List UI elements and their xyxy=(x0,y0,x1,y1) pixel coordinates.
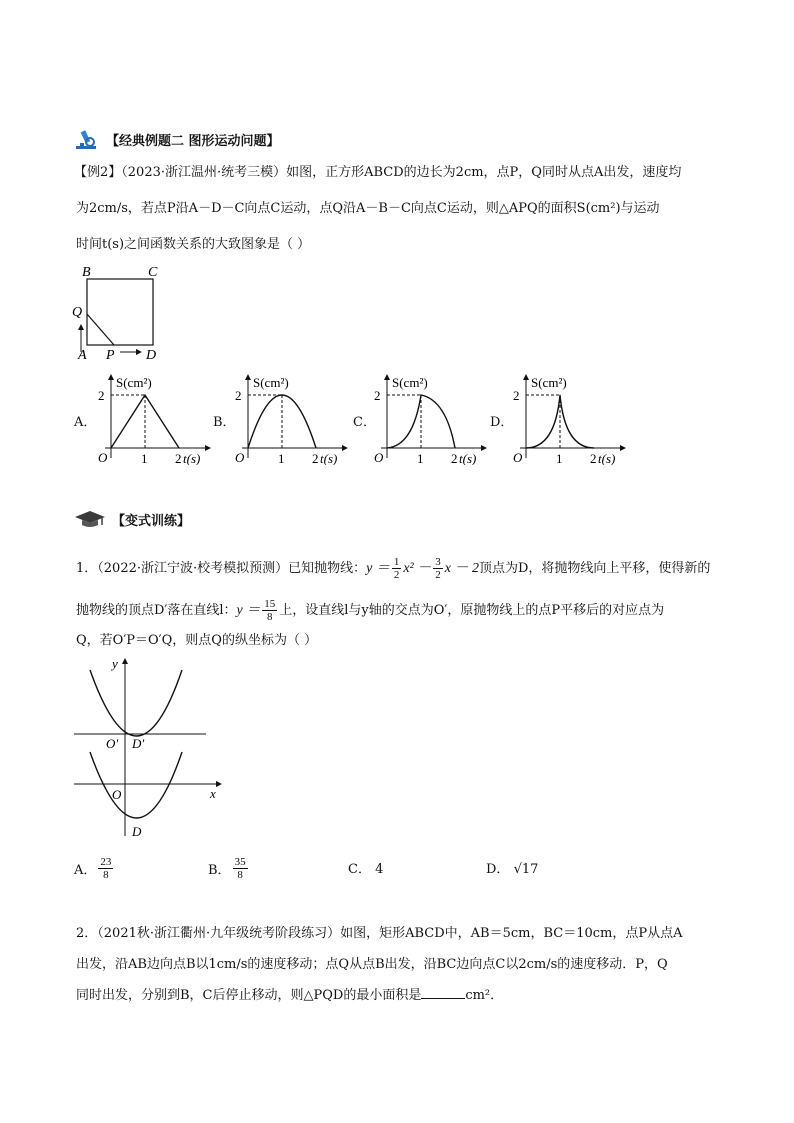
q2-line-1: 2．（2021秋·浙江衢州·九年级统考阶段练习）如图，矩形ABCD中，AB＝5cm，BC＝10cm，点P从点A xyxy=(76,926,683,941)
section-header-example xyxy=(74,128,280,150)
q1-formula-lhs: y ＝ xyxy=(366,560,390,576)
q1-line-3: Q，若O′P＝O′Q，则点Q的纵坐标为（ ） xyxy=(76,633,318,648)
graph-b-xtick2: 2 xyxy=(312,451,319,465)
q1-option-c-value: 4 xyxy=(375,862,384,877)
label-d-prime: D′ xyxy=(132,736,145,751)
graph-a-xlabel: t(s) xyxy=(183,451,201,465)
option-a-letter: A． xyxy=(74,415,97,430)
graph-d xyxy=(510,370,628,465)
q2-line-3 xyxy=(76,988,503,1004)
q1-line-1 xyxy=(76,556,710,581)
q2-line-2: 出发，沿AB边向点B以1cm/s的速度移动；点Q从点B出发，沿BC边向点C以2cm/s的速度移动．P，Q xyxy=(76,957,668,972)
graph-c-ylabel: S(cm²) xyxy=(392,375,428,390)
graph-c-origin: O xyxy=(374,450,384,465)
q1-option-a-den: 8 xyxy=(103,869,109,881)
section-header-practice xyxy=(74,509,190,529)
q1-option-a-num: 23 xyxy=(100,856,112,868)
q1-option-d xyxy=(486,858,538,877)
example-line-3: 时间t(s)之间函数关系的大致图象是（ ） xyxy=(76,237,311,252)
example-line-1: 【例2】（2023·浙江温州·统考三模）如图，正方形ABCD的边长为2cm，点P，Q同时从点A出发，速度均 xyxy=(74,165,682,180)
graph-a-xtick1: 1 xyxy=(141,451,148,465)
graph-a-ylabel: S(cm²) xyxy=(116,375,152,390)
q1-option-d-value: √17 xyxy=(513,862,539,877)
label-o-prime: O′ xyxy=(106,736,119,751)
q1-option-c-letter: C． xyxy=(348,862,371,877)
label-d: D xyxy=(132,824,142,839)
axis-y-label: y xyxy=(112,656,118,671)
label-c: C xyxy=(148,265,158,280)
q1-option-d-letter: D． xyxy=(486,862,510,877)
section-title: 【经典例题二 图形运动问题】 xyxy=(106,133,280,149)
q1-formula-tail: x － 2 xyxy=(444,560,479,576)
graph-a-origin: O xyxy=(98,450,108,465)
graph-c-xlabel: t(s) xyxy=(459,451,477,465)
graph-c-ytick: 2 xyxy=(374,388,381,403)
q1-option-b-frac xyxy=(233,856,248,881)
graph-d-origin: O xyxy=(513,450,523,465)
q1-option-b xyxy=(208,856,250,881)
label-d: D xyxy=(146,348,157,362)
q1-frac-threehalf: $\frac{3}{2}$ xyxy=(435,556,441,581)
graph-b-xlabel: t(s) xyxy=(320,451,338,465)
q1-option-b-den: 8 xyxy=(237,869,243,881)
graph-a xyxy=(95,370,213,465)
graduation-cap-icon xyxy=(74,509,106,529)
microscope-icon xyxy=(74,128,100,150)
section-title: 【变式训练】 xyxy=(112,513,191,529)
q1-option-b-num: 35 xyxy=(234,856,246,868)
q1-text-2a: 抛物线的顶点D′落在直线l： xyxy=(76,602,237,618)
graph-d-xtick2: 2 xyxy=(590,451,597,465)
q1-frac-half: $\frac{1}{2}$ xyxy=(393,556,400,581)
q1-formula-x2: x² － xyxy=(403,560,432,576)
graph-c xyxy=(371,370,489,465)
graph-c-xtick1: 1 xyxy=(417,451,424,465)
q1-option-a-frac xyxy=(98,856,113,881)
answer-blank[interactable] xyxy=(421,998,465,999)
square-figure xyxy=(70,262,170,362)
graph-d-ylabel: S(cm²) xyxy=(531,375,567,390)
q1-frac-15-8: $\frac{15}{8}$ xyxy=(264,598,276,623)
q1-option-a-letter: A． xyxy=(74,863,97,878)
q1-option-c xyxy=(348,858,383,877)
q1-line-eq: y ＝ xyxy=(236,602,261,618)
graph-c-xtick2: 2 xyxy=(451,451,458,465)
graph-a-ytick: 2 xyxy=(98,388,105,403)
graph-b xyxy=(232,370,350,465)
example-line-2: 为2cm/s，若点P沿A－D－C向点C运动，点Q沿A－B－C向点C运动，则△APQ的面积S(cm²)与运动 xyxy=(76,201,660,216)
label-p: P xyxy=(106,348,115,362)
graph-d-xtick1: 1 xyxy=(556,451,563,465)
graph-a-xtick2: 2 xyxy=(175,451,182,465)
option-d-letter: D． xyxy=(490,415,514,430)
axis-x-label: x xyxy=(210,786,216,801)
graph-b-ytick: 2 xyxy=(235,388,242,403)
parabola-figure xyxy=(70,656,230,841)
graph-b-xtick1: 1 xyxy=(278,451,285,465)
q2-text-3b: cm²． xyxy=(465,988,504,1003)
q1-text-1a: 1．（2022·浙江宁波·校考模拟预测）已知抛物线： xyxy=(76,560,367,576)
q2-text-3a: 同时出发，分别到B，C后停止移动，则△PQD的最小面积是 xyxy=(76,988,422,1003)
option-b-letter: B． xyxy=(213,415,236,430)
q1-text-2b: 上，设直线l与y轴的交点为O′，原抛物线上的点P平移后的对应点为 xyxy=(279,602,665,618)
q1-option-b-letter: B． xyxy=(208,863,231,878)
q1-text-1b: 顶点为D，将抛物线向上平移，使得新的 xyxy=(478,560,711,576)
graph-d-xlabel: t(s) xyxy=(598,451,616,465)
graph-b-origin: O xyxy=(235,450,245,465)
option-c-letter: C． xyxy=(353,415,376,430)
label-q: Q xyxy=(72,305,83,320)
label-a: A xyxy=(78,348,87,362)
label-o: O xyxy=(112,787,122,802)
q1-line-2 xyxy=(76,598,664,623)
graph-b-ylabel: S(cm²) xyxy=(253,375,289,390)
q1-option-a xyxy=(74,856,115,881)
graph-d-ytick: 2 xyxy=(513,388,520,403)
label-b: B xyxy=(82,265,91,280)
